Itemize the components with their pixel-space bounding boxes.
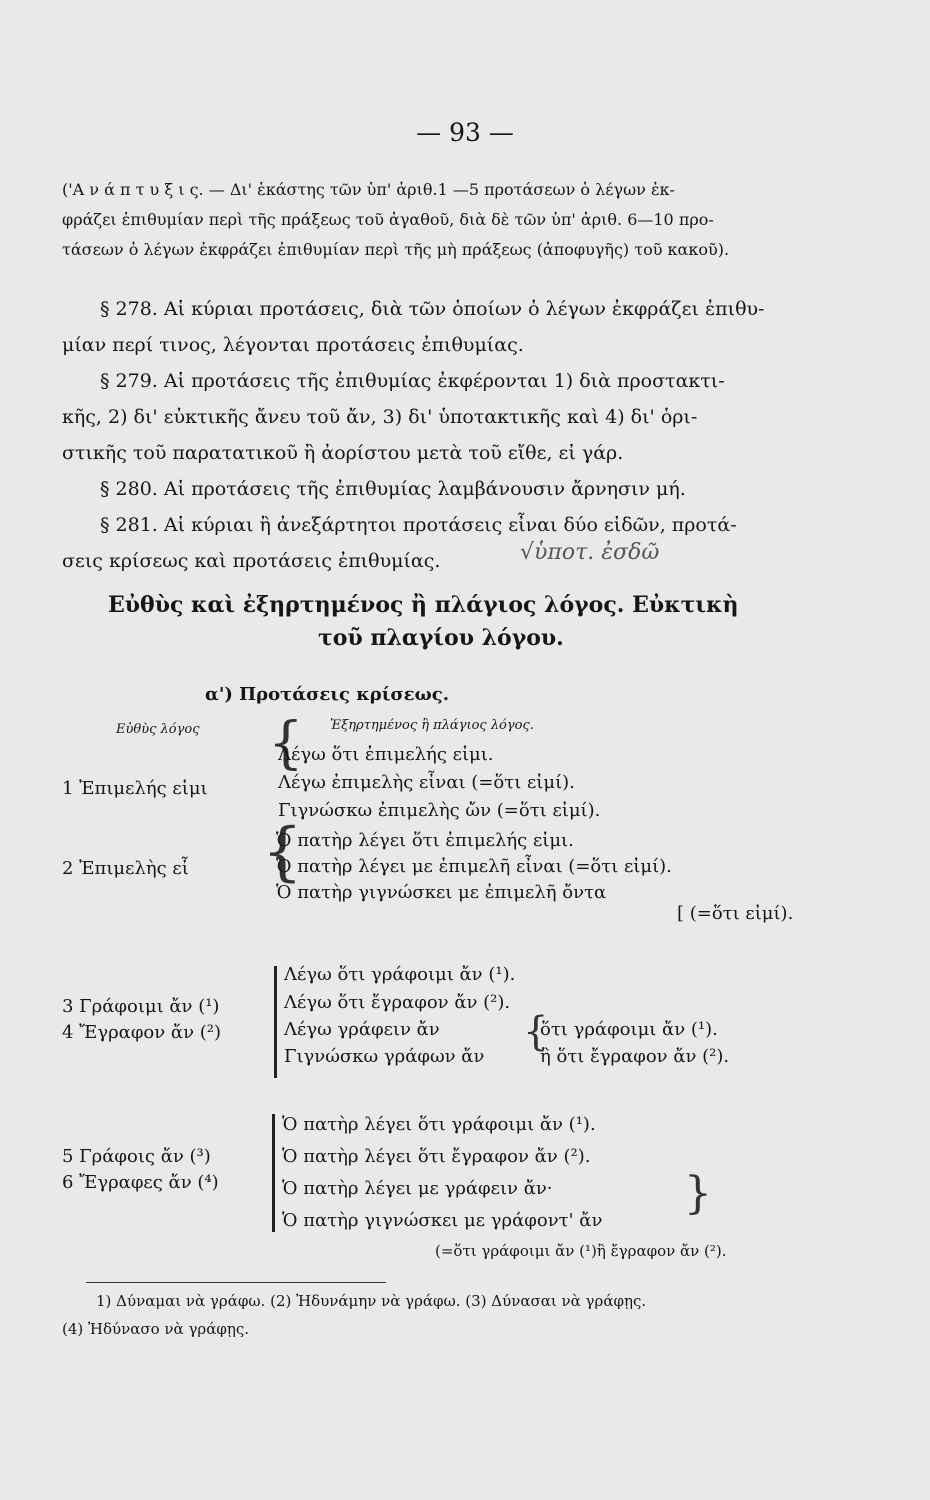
brace-group-3 (274, 966, 277, 1078)
example-5-direct: 5 Γράφοις ἄν (³) (62, 1146, 211, 1167)
annotation-line-2: φράζει ἐπιθυμίαν περὶ τῆς πράξεως τοῦ ἀγαθοῦ, διὰ δὲ τῶν ὑπ' ἀριθ. 6—10 προ- (62, 210, 714, 229)
section-heading-line-2: τοῦ πλαγίου λόγου. (318, 625, 564, 651)
example-3-indirect-c: Λέγω γράφειν ἄν (284, 1019, 440, 1040)
footnote-line-1: 1) Δύναμαι νὰ γράφω. (2) Ἠδυνάμην νὰ γράφω. (3) Δύνασαι νὰ γράφῃς. (96, 1292, 647, 1310)
handwritten-note: √ὑποτ. ἐσδῶ (520, 540, 660, 565)
example-5-indirect-a: Ὁ πατὴρ λέγει ὅτι γράφοιμι ἄν (¹). (282, 1114, 596, 1135)
example-6-direct: 6 Ἔγραφες ἄν (⁴) (62, 1172, 219, 1193)
section-heading-line-1: Εὐθὺς καὶ ἐξηρτημένος ἢ πλάγιος λόγος. Εὐκτικὴ (108, 592, 739, 618)
example-3-direct: 3 Γράφοιμι ἄν (¹) (62, 996, 220, 1017)
example-3-indirect-d: Γιγνώσκω γράφων ἄν (284, 1046, 485, 1067)
example-5-indirect-c: Ὁ πατὴρ λέγει με γράφειν ἄν· (282, 1178, 553, 1199)
example-1-indirect-b: Λέγω ἐπιμελὴς εἶναι (=ὅτι εἰμί). (278, 772, 575, 793)
column-header-direct: Εὐθὺς λόγος (116, 722, 200, 737)
example-5-equivalent: (=ὅτι γράφοιμι ἄν (¹)ἢ ἔγραφον ἄν (²). (435, 1242, 727, 1260)
section-279-line-1: § 279. Αἱ προτάσεις τῆς ἐπιθυμίας ἐκφέρονται 1) διὰ προστακτι- (100, 370, 725, 392)
brace-group-1: { (268, 711, 304, 776)
annotation-line-1: ('Α ν ά π τ υ ξ ι ς. — Δι' ἑκάστης τῶν ὑπ' ἀριθ.1 —5 προτάσεων ὁ λέγων ἐκ- (62, 180, 675, 199)
example-1-indirect-a: Λέγω ὅτι ἐπιμελής εἰμι. (278, 744, 494, 765)
section-278-line-1: § 278. Αἱ κύριαι προτάσεις, διὰ τῶν ὁποίων ὁ λέγων ἐκφράζει ἐπιθυ- (100, 298, 765, 320)
example-2-indirect-c-cont: [ (=ὅτι εἰμί). (677, 903, 794, 924)
example-2-indirect-c: Ὁ πατὴρ γιγνώσκει με ἐπιμελῆ ὄντα (276, 882, 607, 903)
page-number: — 93 — (416, 118, 514, 147)
example-3-equivalent-b: ἢ ὅτι ἔγραφον ἄν (²). (540, 1046, 730, 1067)
example-3-indirect-b: Λέγω ὅτι ἔγραφον ἄν (²). (284, 992, 511, 1013)
example-2-indirect-b: Ὁ πατὴρ λέγει με ἐπιμελῆ εἶναι (=ὅτι εἰμί). (276, 856, 672, 877)
example-3-indirect-a: Λέγω ὅτι γράφοιμι ἄν (¹). (284, 964, 516, 985)
footnote-rule (86, 1282, 386, 1283)
section-281-line-1: § 281. Αἱ κύριαι ἢ ἀνεξάρτητοι προτάσεις εἶναι δύο εἰδῶν, προτά- (100, 514, 737, 536)
example-5-indirect-d: Ὁ πατὴρ γιγνώσκει με γράφοντ' ἄν (282, 1210, 603, 1231)
example-3-equivalent-a: ὅτι γράφοιμι ἄν (¹). (540, 1019, 718, 1040)
section-279-line-2: κῆς, 2) δι' εὐκτικῆς ἄνευ τοῦ ἄν, 3) δι' ὑποτακτικῆς καὶ 4) δι' ὁρι- (62, 406, 698, 428)
brace-group-2: { (262, 815, 303, 889)
brace-group-3-right: { (523, 1009, 549, 1055)
subheading-judgement: α') Προτάσεις κρίσεως. (205, 684, 449, 705)
example-1-direct: 1 Ἐπιμελής εἰμι (62, 778, 208, 799)
footnote-line-2: (4) Ἠδύνασο νὰ γράφῃς. (62, 1320, 250, 1338)
section-281-line-2: σεις κρίσεως καὶ προτάσεις ἐπιθυμίας. (62, 550, 441, 572)
section-278-line-2: μίαν περί τινος, λέγονται προτάσεις ἐπιθυμίας. (62, 334, 524, 356)
brace-group-4 (272, 1114, 275, 1232)
section-279-line-3: στικῆς τοῦ παρατατικοῦ ἢ ἀορίστου μετὰ τοῦ εἴθε, εἰ γάρ. (62, 442, 624, 464)
annotation-line-3: τάσεων ὁ λέγων ἐκφράζει ἐπιθυμίαν περὶ τῆς μὴ πράξεως (ἀποφυγῆς) τοῦ κακοῦ). (62, 240, 730, 259)
brace-group-4-right: } (684, 1168, 712, 1219)
example-2-direct: 2 Ἐπιμελὴς εἶ (62, 858, 189, 879)
example-5-indirect-b: Ὁ πατὴρ λέγει ὅτι ἔγραφον ἄν (²). (282, 1146, 591, 1167)
example-1-indirect-c: Γιγνώσκω ἐπιμελὴς ὤν (=ὅτι εἰμί). (278, 800, 601, 821)
example-2-indirect-a: Ὁ πατὴρ λέγει ὅτι ἐπιμελής εἰμι. (276, 830, 574, 851)
example-4-direct: 4 Ἔγραφον ἄν (²) (62, 1022, 222, 1043)
section-280: § 280. Αἱ προτάσεις τῆς ἐπιθυμίας λαμβάνουσιν ἄρνησιν μή. (100, 478, 686, 500)
column-header-indirect: Ἐξηρτημένος ἢ πλάγιος λόγος. (330, 718, 534, 733)
